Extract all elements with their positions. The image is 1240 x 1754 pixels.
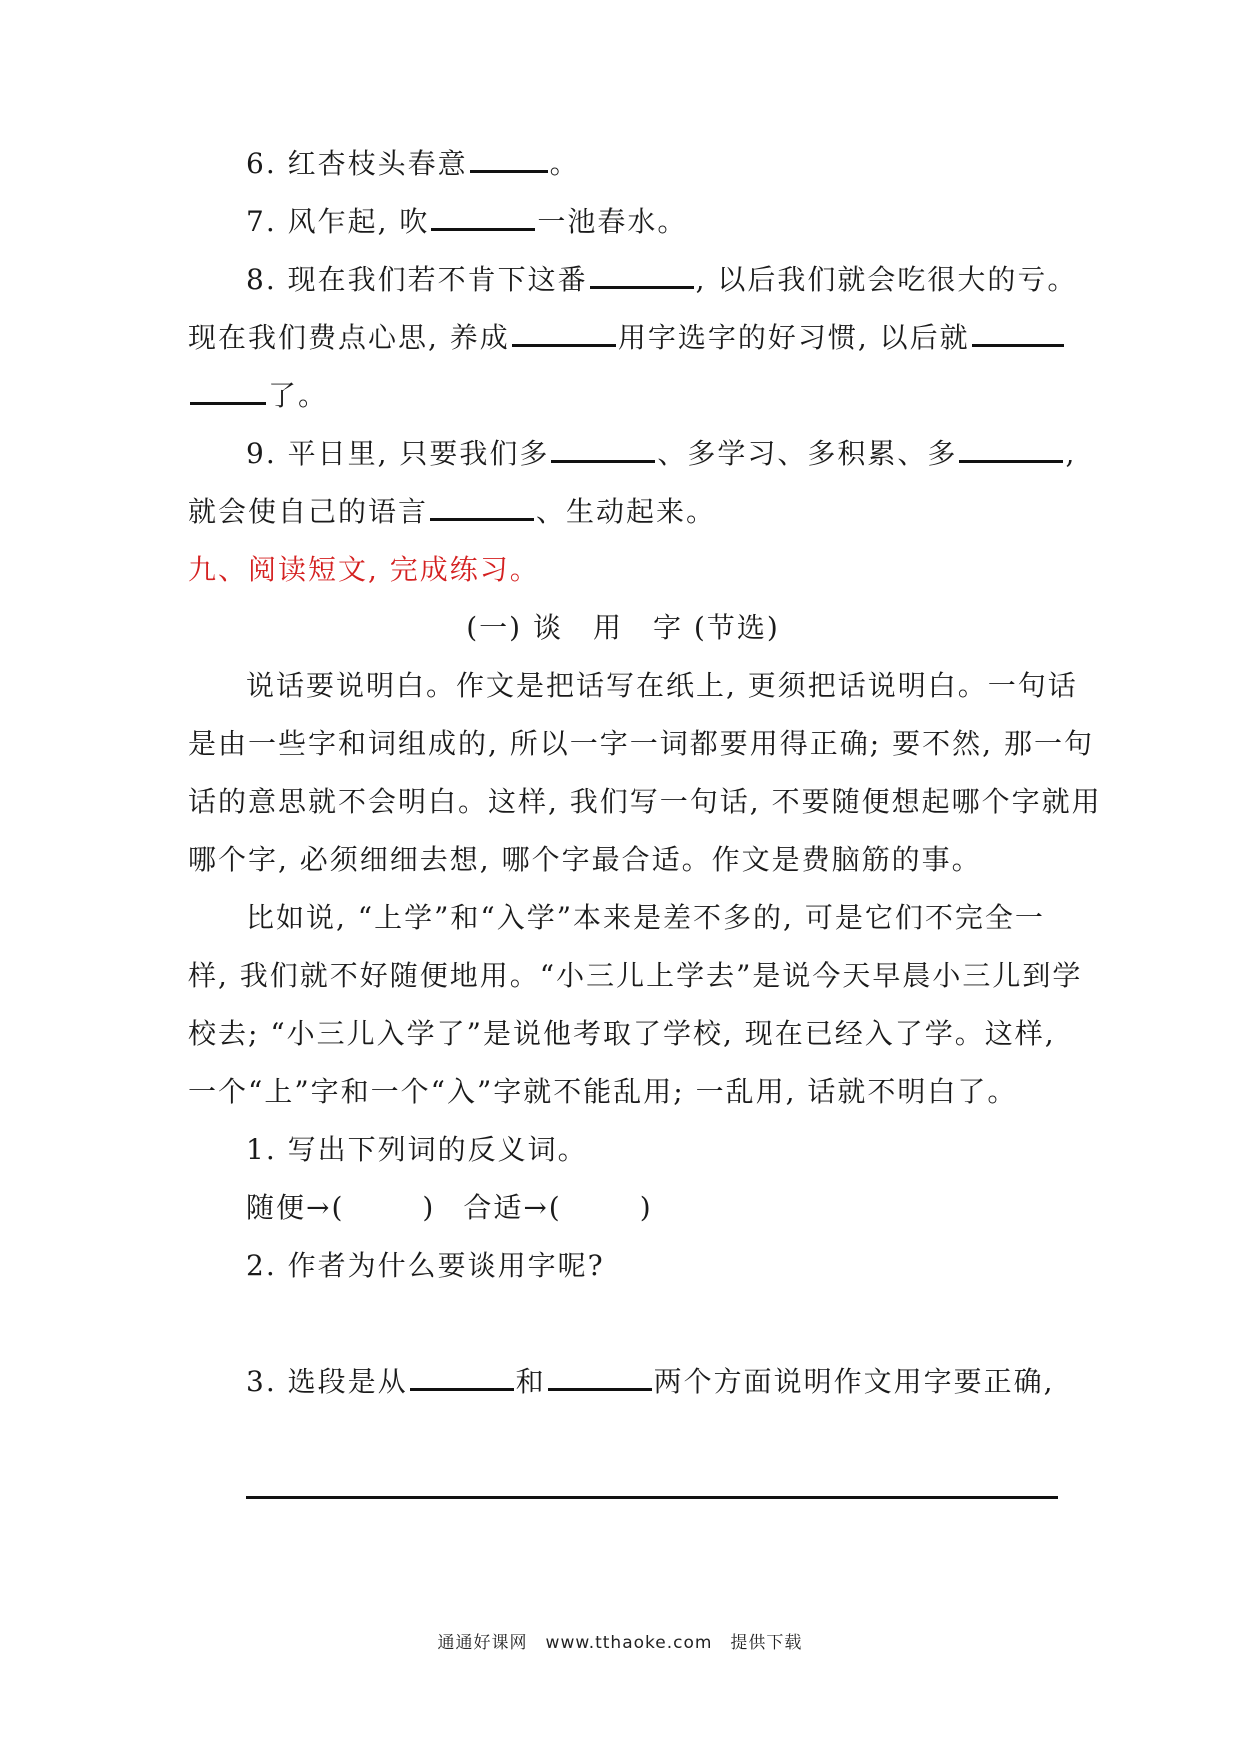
question-8-line-1 bbox=[246, 262, 1078, 298]
question-9-line-2 bbox=[188, 494, 1058, 530]
question-6 bbox=[246, 146, 1058, 182]
answer-blank[interactable] bbox=[590, 262, 694, 289]
q3-text-3: 两个方面说明作文用字要正确, bbox=[653, 1365, 1055, 1398]
question-8-line-2 bbox=[188, 320, 1058, 356]
q9-text-2: 、多学习、多积累、多 bbox=[657, 437, 958, 470]
q8-text-1: 8. 现在我们若不肯下这番 bbox=[246, 263, 588, 296]
q3-text-1: 3. 选段是从 bbox=[246, 1365, 408, 1398]
q9-text-4: 就会使自己的语言 bbox=[188, 495, 429, 528]
q9-text-1: 9. 平日里, 只要我们多 bbox=[246, 437, 550, 470]
paragraph-1-line: 话的意思就不会明白。这样, 我们写一句话, 不要随便想起哪个字就用 bbox=[188, 785, 1102, 818]
answer-line[interactable] bbox=[246, 1496, 1058, 1499]
answer-blank[interactable] bbox=[190, 378, 266, 405]
q8-text-5: 了。 bbox=[268, 379, 329, 412]
q9-text-3: , bbox=[1065, 437, 1077, 470]
paren-close: ) bbox=[422, 1191, 436, 1224]
reading-question-3 bbox=[246, 1364, 1058, 1400]
q7-text: 7. 风乍起, 吹 bbox=[246, 205, 430, 238]
q6-end: 。 bbox=[549, 147, 580, 180]
answer-blank[interactable] bbox=[410, 1364, 514, 1391]
answer-blank[interactable] bbox=[551, 436, 655, 463]
q9-text-5: 、生动起来。 bbox=[536, 495, 717, 528]
answer-blank[interactable] bbox=[959, 436, 1063, 463]
answer-blank[interactable] bbox=[972, 320, 1064, 347]
answer-blank[interactable] bbox=[470, 146, 548, 173]
question-9-line-1 bbox=[246, 436, 1077, 472]
passage-title: (一) 谈 用 字 (节选) bbox=[466, 611, 780, 644]
question-7 bbox=[246, 204, 1058, 240]
paragraph-1-line: 哪个字, 必须细细去想, 哪个字最合适。作文是费脑筋的事。 bbox=[188, 843, 982, 876]
antonym-items bbox=[246, 1190, 1058, 1226]
paragraph-1-line: 说话要说明白。作文是把话写在纸上, 更须把话说明白。一句话 bbox=[246, 669, 1078, 702]
antonym-item-1: 随便→( bbox=[246, 1191, 345, 1224]
q6-text: 6. 红杏枝头春意 bbox=[246, 147, 468, 180]
section-heading: 九、阅读短文, 完成练习。 bbox=[188, 553, 540, 586]
footer-credit: 通通好课网 www.tthaoke.com 提供下载 bbox=[437, 1633, 803, 1653]
answer-blank[interactable] bbox=[431, 204, 535, 231]
antonym-item-2: 合适→( bbox=[463, 1191, 562, 1224]
answer-blank[interactable] bbox=[512, 320, 616, 347]
q8-text-2: , 以后我们就会吃很大的亏。 bbox=[695, 263, 1078, 296]
answer-blank[interactable] bbox=[548, 1364, 652, 1391]
paragraph-1-line: 是由一些字和词组成的, 所以一字一词都要用得正确; 要不然, 那一句 bbox=[188, 727, 1094, 760]
q8-text-3: 现在我们费点心思, 养成 bbox=[188, 321, 510, 354]
q3-text-2: 和 bbox=[515, 1365, 546, 1398]
paren-close: ) bbox=[639, 1191, 653, 1224]
reading-question-2: 2. 作者为什么要谈用字呢? bbox=[246, 1249, 605, 1282]
reading-question-1: 1. 写出下列词的反义词。 bbox=[246, 1133, 588, 1166]
paragraph-2-line: 一个“上”字和一个“入”字就不能乱用; 一乱用, 话就不明白了。 bbox=[188, 1075, 1018, 1108]
question-8-line-3 bbox=[188, 378, 1058, 414]
q8-text-4: 用字选字的好习惯, 以后就 bbox=[617, 321, 970, 354]
paragraph-2-line: 校去; “小三儿入学了”是说他考取了学校, 现在已经入了学。这样, bbox=[188, 1017, 1056, 1050]
paragraph-2-line: 比如说, “上学”和“入学”本来是差不多的, 可是它们不完全一 bbox=[246, 901, 1045, 934]
q7-end: 一池春水。 bbox=[537, 205, 688, 238]
answer-blank[interactable] bbox=[430, 494, 534, 521]
paragraph-2-line: 样, 我们就不好随便地用。“小三儿上学去”是说今天早晨小三儿到学 bbox=[188, 959, 1083, 992]
